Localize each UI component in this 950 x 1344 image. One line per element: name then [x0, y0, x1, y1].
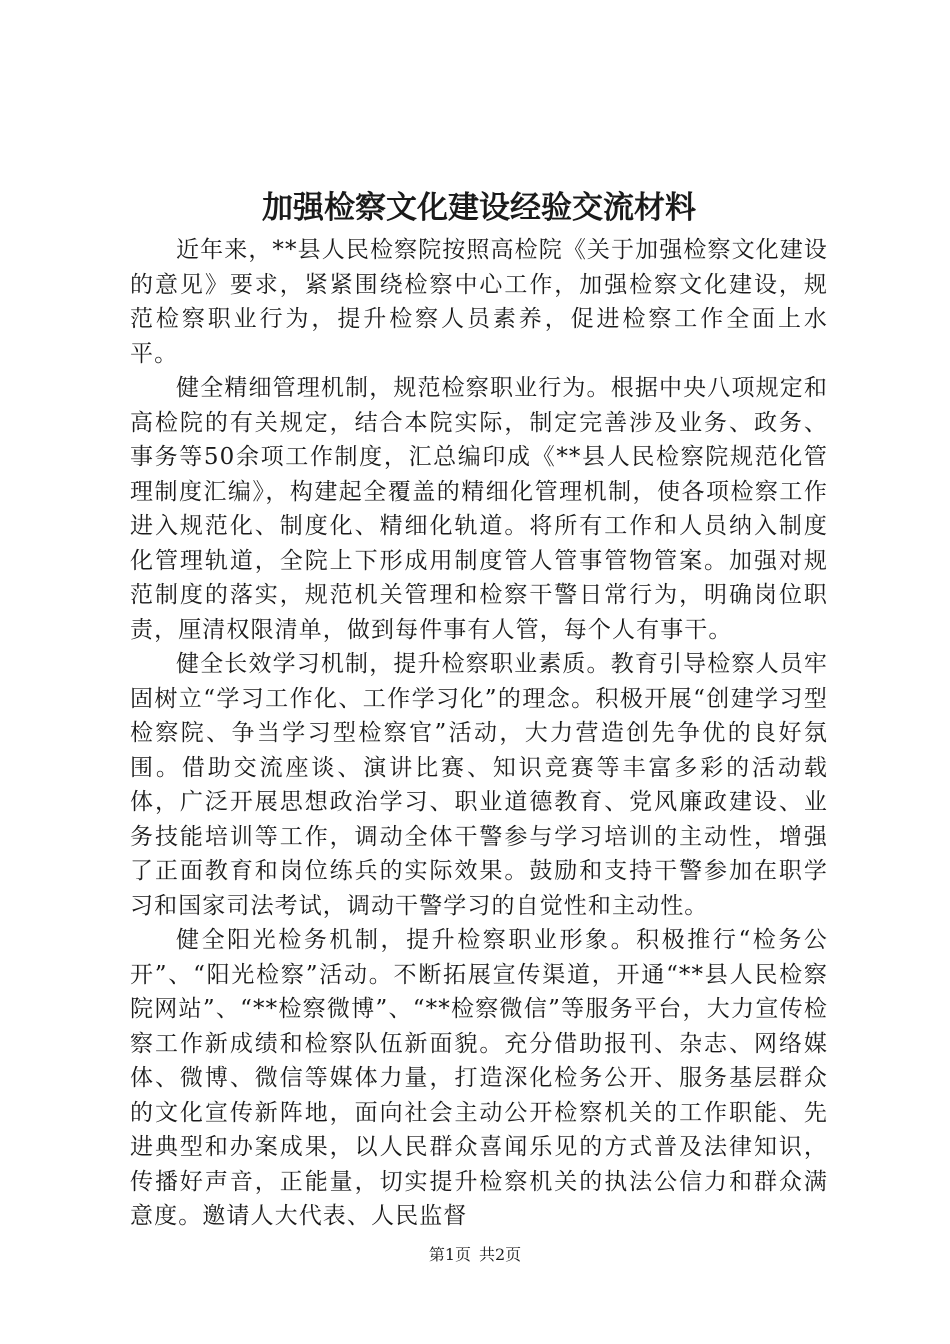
document-title: 加强检察文化建设经验交流材料: [262, 190, 696, 226]
paragraph-learning-mechanism: 健全长效学习机制，提升检察职业素质。教育引导检察人员牢固树立“学习工作化、工作学习化”的理念。积极开展“创建学习型检察院、争当学习型检察官”活动，大力营造创先争优的良好氛围。借助交流座谈、演讲比赛、知识竞赛等丰富多彩的活动载体，广泛开展思想政治学习、职业道德教育、党风廉政建设、业务技能培训等工作，调动全体干警参与学习培训的主动性，增强了正面教育和岗位练兵的实际效果。鼓励和支持干警参加在职学习和国家司法考试，调动干警学习的自觉性和主动性。: [130, 651, 828, 919]
page-footer: [0, 1244, 950, 1266]
page-number: 第1页: [428, 1245, 471, 1264]
document-body: [130, 233, 828, 1234]
paragraph-intro: 近年来，**县人民检察院按照高检院《关于加强检察文化建设的意见》要求，紧紧围绕检察中心工作，加强检察文化建设，规范检察职业行为，提升检察人员素养，促进检察工作全面上水平。: [130, 237, 828, 367]
page-total: 共2页: [479, 1245, 522, 1264]
paragraph-management-mechanism: 健全精细管理机制，规范检察职业行为。根据中央八项规定和高检院的有关规定，结合本院实际，制定完善涉及业务、政务、事务等50余项工作制度，汇总编印成《**县人民检察院规范化管理制度汇编》，构建起全覆盖的精细化管理机制，使各项检察工作进入规范化、制度化、精细化轨道。将所有工作和人员纳入制度化管理轨道，全院上下形成用制度管人管事管物管案。加强对规范制度的落实，规范机关管理和检察干警日常行为，明确岗位职责，厘清权限清单，做到每件事有人管，每个人有事干。: [130, 375, 828, 643]
paragraph-openness-mechanism: 健全阳光检务机制，提升检察职业形象。积极推行“检务公开”、“阳光检察”活动。不断拓展宣传渠道，开通“**县人民检察院网站”、“**检察微博”、“**检察微信”等服务平台，大力宣传检察工作新成绩和检察队伍新面貌。充分借助报刊、杂志、网络媒体、微博、微信等媒体力量，打造深化检务公开、服务基层群众的文化宣传新阵地，面向社会主动公开检察机关的工作职能、先进典型和办案成果，以人民群众喜闻乐见的方式普及法律知识，传播好声音，正能量，切实提升检察机关的执法公信力和群众满意度。邀请人大代表、人民监督: [130, 927, 828, 1229]
